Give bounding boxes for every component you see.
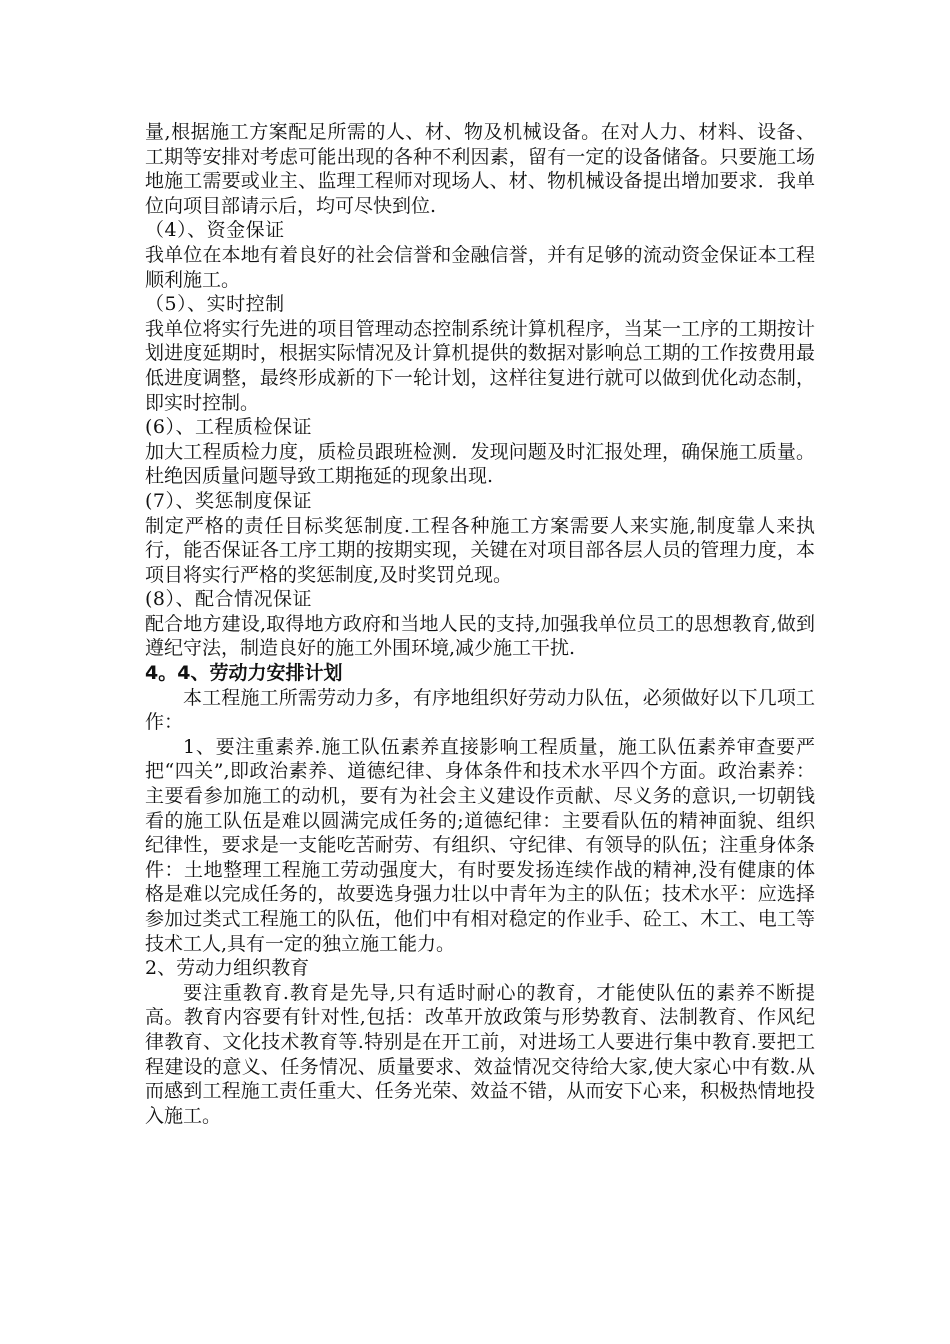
section-heading-labor-plan: 4。4、劳动力安排计划 [145, 662, 343, 685]
subheading-realtime-control: （5）、实时控制 [145, 293, 285, 316]
subheading-labor-education: 2、劳动力组织教育 [145, 957, 310, 980]
subheading-reward-penalty: (7）、奖惩制度保证 [145, 489, 313, 512]
paragraph-labor-education: 要注重教育.教育是先导,只有适时耐心的教育，才能使队伍的素养不断提高。教育内容要有针对性,包括：改革开放政策与形势教育、法制教育、作风纪律教育、文化技术教育等.特别是在开工前，对进场工人要进行集中教育.要把工程建设的意义、任务情况、质量要求、效益情况交待给大家,使大家心中有数.从而感到工程施工责任重大、任务光荣、效益不错，从而安下心来，积极热情地投入施工。 [145, 981, 815, 1127]
paragraph-quality-inspection: 加大工程质检力度，质检员跟班检测．发现问题及时汇报处理，确保施工质量。杜绝因质量问题导致工期拖延的现象出现. [145, 440, 815, 488]
paragraph-cooperation: 配合地方建设,取得地方政府和当地人民的支持,加强我单位员工的思想教育,做到遵纪守法，制造良好的施工外围环境,减少施工干扰. [145, 612, 815, 660]
subheading-cooperation: (8）、配合情况保证 [145, 588, 313, 611]
paragraph-item-quality: 1、要注重素养.施工队伍素养直接影响工程质量，施工队伍素养审查要严把“四关”,即政治素养、道德纪律、身体条件和技术水平四个方面。政治素养：主要看参加施工的动机，要有为社会主义建设作贡献、尽义务的意识,一切朝钱看的施工队伍是难以圆满完成任务的;道德纪律：主要看队伍的精神面貌、组织纪律性，要求是一支能吃苦耐劳、有组织、守纪律、有领导的队伍；注重身体条件：土地整理工程施工劳动强度大，有时要发扬连续作战的精神,没有健康的体格是难以完成任务的，故要选身强力壮以中青年为主的队伍；技术水平：应选择参加过类式工程施工的队伍，他们中有相对稳定的作业手、砼工、木工、电工等技术工人,具有一定的独立施工能力。 [145, 735, 815, 955]
paragraph-equipment-guarantee: 量,根据施工方案配足所需的人、材、物及机械设备。在对人力、材料、设备、工期等安排对考虑可能出现的各种不利因素，留有一定的设备储备。只要施工场地施工需要或业主、监理工程师对现场人、材、物机械设备提出增加要求．我单位向项目部请示后，均可尽快到位. [145, 121, 815, 217]
paragraph-labor-intro: 本工程施工所需劳动力多，有序地组织好劳动力队伍，必须做好以下几项工作： [145, 686, 815, 734]
paragraph-realtime-control: 我单位将实行先进的项目管理动态控制系统计算机程序，当某一工序的工期按计划进度延期时，根据实际情况及计算机提供的数据对影响总工期的工作按费用最低进度调整，最终形成新的下一轮计划，这样往复进行就可以做到优化动态制，即实时控制。 [145, 317, 815, 414]
paragraph-funding: 我单位在本地有着良好的社会信誉和金融信誉，并有足够的流动资金保证本工程顺利施工。 [145, 243, 815, 291]
paragraph-reward-penalty: 制定严格的责任目标奖惩制度.工程各种施工方案需要人来实施,制度靠人来执行，能否保证各工序工期的按期实现，关键在对项目部各层人员的管理力度，本项目将实行严格的奖惩制度,及时奖罚兑现。 [145, 514, 815, 586]
document-page [145, 120, 815, 1128]
subheading-quality-inspection: (6）、工程质检保证 [145, 416, 313, 439]
subheading-funding: （4）、资金保证 [145, 219, 285, 242]
